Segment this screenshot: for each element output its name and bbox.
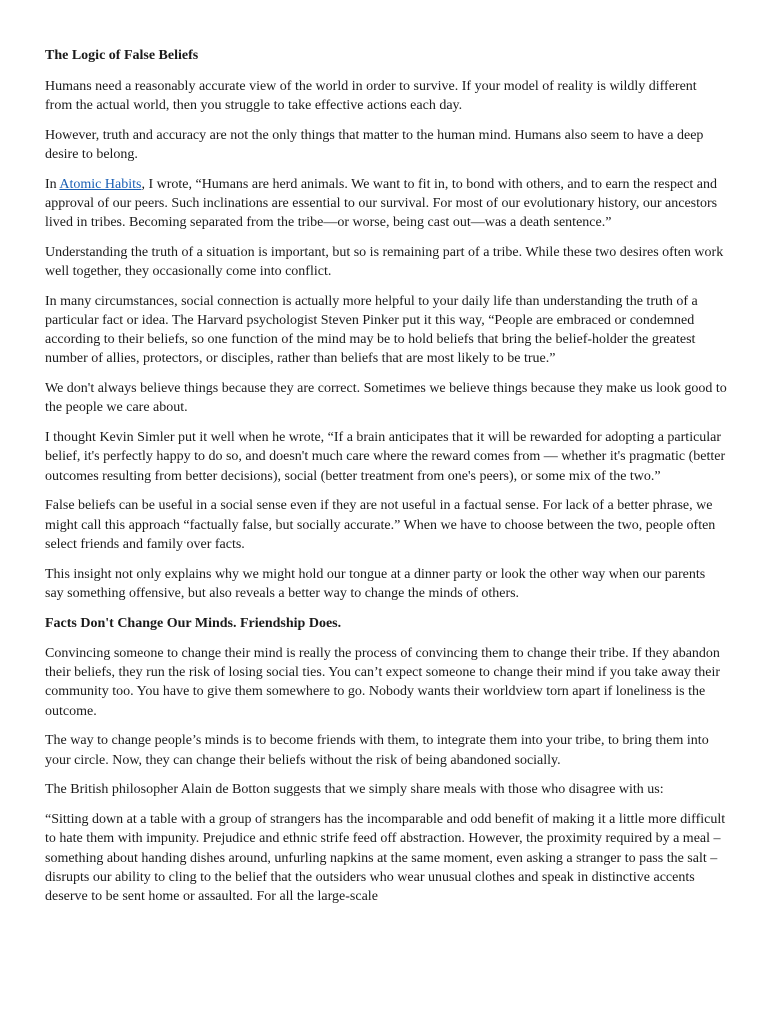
paragraph	[45, 175, 727, 233]
paragraph: The British philosopher Alain de Botton suggests that we simply share meals with those who disagree with us:	[45, 782, 664, 798]
quote-paragraph: “Sitting down at a table with a group of strangers has the incomparable and odd benefit of making it a little more difficult to hate them with impunity. Prejudice and ethnic strife feed off abstraction. However, the proximity required by a meal – something about handing dishes around, unfurling napkins at the same moment, even asking a stranger to pass the salt – disrupts our ability to cling to the belief that the outsiders who wear unusual clothes and speak in distinctive accents deserve to be sent home or assaulted. For all the large-scale	[45, 812, 726, 905]
section-heading: Facts Don't Change Our Minds. Friendship Does.	[45, 615, 342, 631]
paragraph: However, truth and accuracy are not the only things that matter to the human mind. Humans also seem to have a deep desire to belong.	[45, 127, 704, 162]
paragraph: The way to change people’s minds is to become friends with them, to integrate them into your tribe, to bring them into your circle. Now, they can change their beliefs without the risk of being abandoned socially.	[45, 733, 709, 768]
paragraph: In many circumstances, social connection is actually more helpful to your daily life than understanding the truth of a particular fact or idea. The Harvard psychologist Steven Pinker put it this way, “People are embraced or condemned according to their beliefs, so one function of the mind may be to hold beliefs that bring the belief-holder the greatest number of allies, protectors, or disciples, rather than beliefs that are most likely to be true.”	[45, 293, 698, 367]
paragraph: This insight not only explains why we might hold our tongue at a dinner party or look the other way when our parents say something offensive, but also reveals a better way to change the minds of others.	[45, 566, 706, 601]
paragraph: We don't always believe things because they are correct. Sometimes we believe things because they make us look good to the people we care about.	[45, 381, 727, 416]
paragraph-text: In	[45, 176, 60, 192]
paragraph: Understanding the truth of a situation is important, but so is remaining part of a tribe. While these two desires often work well together, they occasionally come into conflict.	[45, 244, 724, 279]
section-heading: The Logic of False Beliefs	[45, 48, 199, 63]
document-page	[45, 46, 727, 917]
atomic-habits-link[interactable]: Atomic Habits	[59, 176, 142, 192]
paragraph-text: , I wrote, “Humans are herd animals. We want to fit in, to bond with others, and to earn the respect and approval of our peers. Such inclinations are essential to our survival. For most of our evolutionary history, our ancestors lived in tribes. Becoming separated from the tribe—or worse, being cast out—was a death sentence.”	[45, 176, 718, 230]
paragraph: Convincing someone to change their mind is really the process of convincing them to change their tribe. If they abandon their beliefs, they run the risk of losing social ties. You can’t expect someone to change their mind if you take away their community too. You have to give them somewhere to go. Nobody wants their worldview torn apart if loneliness is the outcome.	[45, 646, 721, 719]
paragraph: Humans need a reasonably accurate view of the world in order to survive. If your model of reality is wildly different from the actual world, then you struggle to take effective actions each day.	[45, 78, 697, 113]
paragraph: False beliefs can be useful in a social sense even if they are not useful in a factual sense. For lack of a better phrase, we might call this approach “factually false, but socially accurate.” When we have to choose between the two, people often select friends and family over facts.	[45, 498, 716, 552]
paragraph: I thought Kevin Simler put it well when he wrote, “If a brain anticipates that it will be rewarded for adopting a particular belief, it's perfectly happy to do so, and doesn't much care where the reward comes from — whether it's pragmatic (better outcomes resulting from better decisions), social (better treatment from one's peers), or some mix of the two.”	[45, 430, 726, 484]
